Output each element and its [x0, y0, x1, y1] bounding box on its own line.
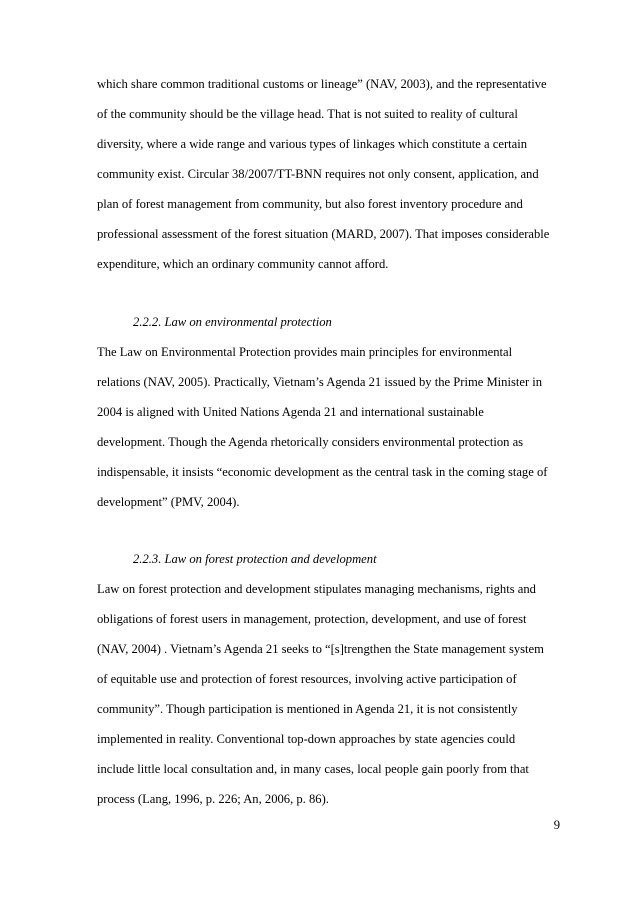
paragraph-line: community”. Though participation is mentioned in Agenda 21, it is not consistently — [97, 702, 518, 716]
paragraph-line: obligations of forest users in management, protection, development, and use of forest — [97, 612, 527, 626]
paragraph-line: Law on forest protection and development stipulates managing mechanisms, rights and — [97, 582, 536, 596]
section-heading-2-2-3: 2.2.3. Law on forest protection and development — [133, 552, 377, 566]
page-number: 9 — [553, 818, 560, 832]
paragraph-line: process (Lang, 1996, p. 226; An, 2006, p. 86). — [97, 792, 329, 806]
paragraph-line: relations (NAV, 2005). Practically, Vietnam’s Agenda 21 issued by the Prime Minister in — [97, 375, 543, 389]
paragraph-line: plan of forest management from community, but also forest inventory procedure and — [97, 197, 523, 211]
paragraph-line: development” (PMV, 2004). — [97, 495, 240, 509]
paragraph-line: implemented in reality. Conventional top-down approaches by state agencies could — [97, 732, 516, 746]
paragraph-line: which share common traditional customs or lineage” (NAV, 2003), and the representative — [97, 77, 547, 91]
paragraph-line: development. Though the Agenda rhetorically considers environmental protection as — [97, 435, 524, 449]
section-heading-2-2-2: 2.2.2. Law on environmental protection — [133, 315, 332, 329]
paragraph-line: 2004 is aligned with United Nations Agenda 21 and international sustainable — [97, 405, 484, 419]
paragraph-line: include little local consultation and, in many cases, local people gain poorly from that — [97, 762, 529, 776]
paragraph-line: professional assessment of the forest situation (MARD, 2007). That imposes considerable — [97, 227, 550, 241]
paragraph-line: The Law on Environmental Protection provides main principles for environmental — [97, 345, 513, 359]
paragraph-line: of equitable use and protection of forest resources, involving active participation of — [97, 672, 517, 686]
paragraph-line: of the community should be the village head. That is not suited to reality of cultural — [97, 107, 518, 121]
paragraph-line: diversity, where a wide range and various types of linkages which constitute a certain — [97, 137, 528, 151]
paragraph-line: community exist. Circular 38/2007/TT-BNN requires not only consent, application, and — [97, 167, 539, 181]
paragraph-line: expenditure, which an ordinary community cannot afford. — [97, 257, 389, 271]
paragraph-line: indispensable, it insists “economic development as the central task in the coming stage of — [97, 465, 548, 479]
paragraph-line: (NAV, 2004) . Vietnam’s Agenda 21 seeks to “[s]trengthen the State management system — [97, 642, 544, 656]
